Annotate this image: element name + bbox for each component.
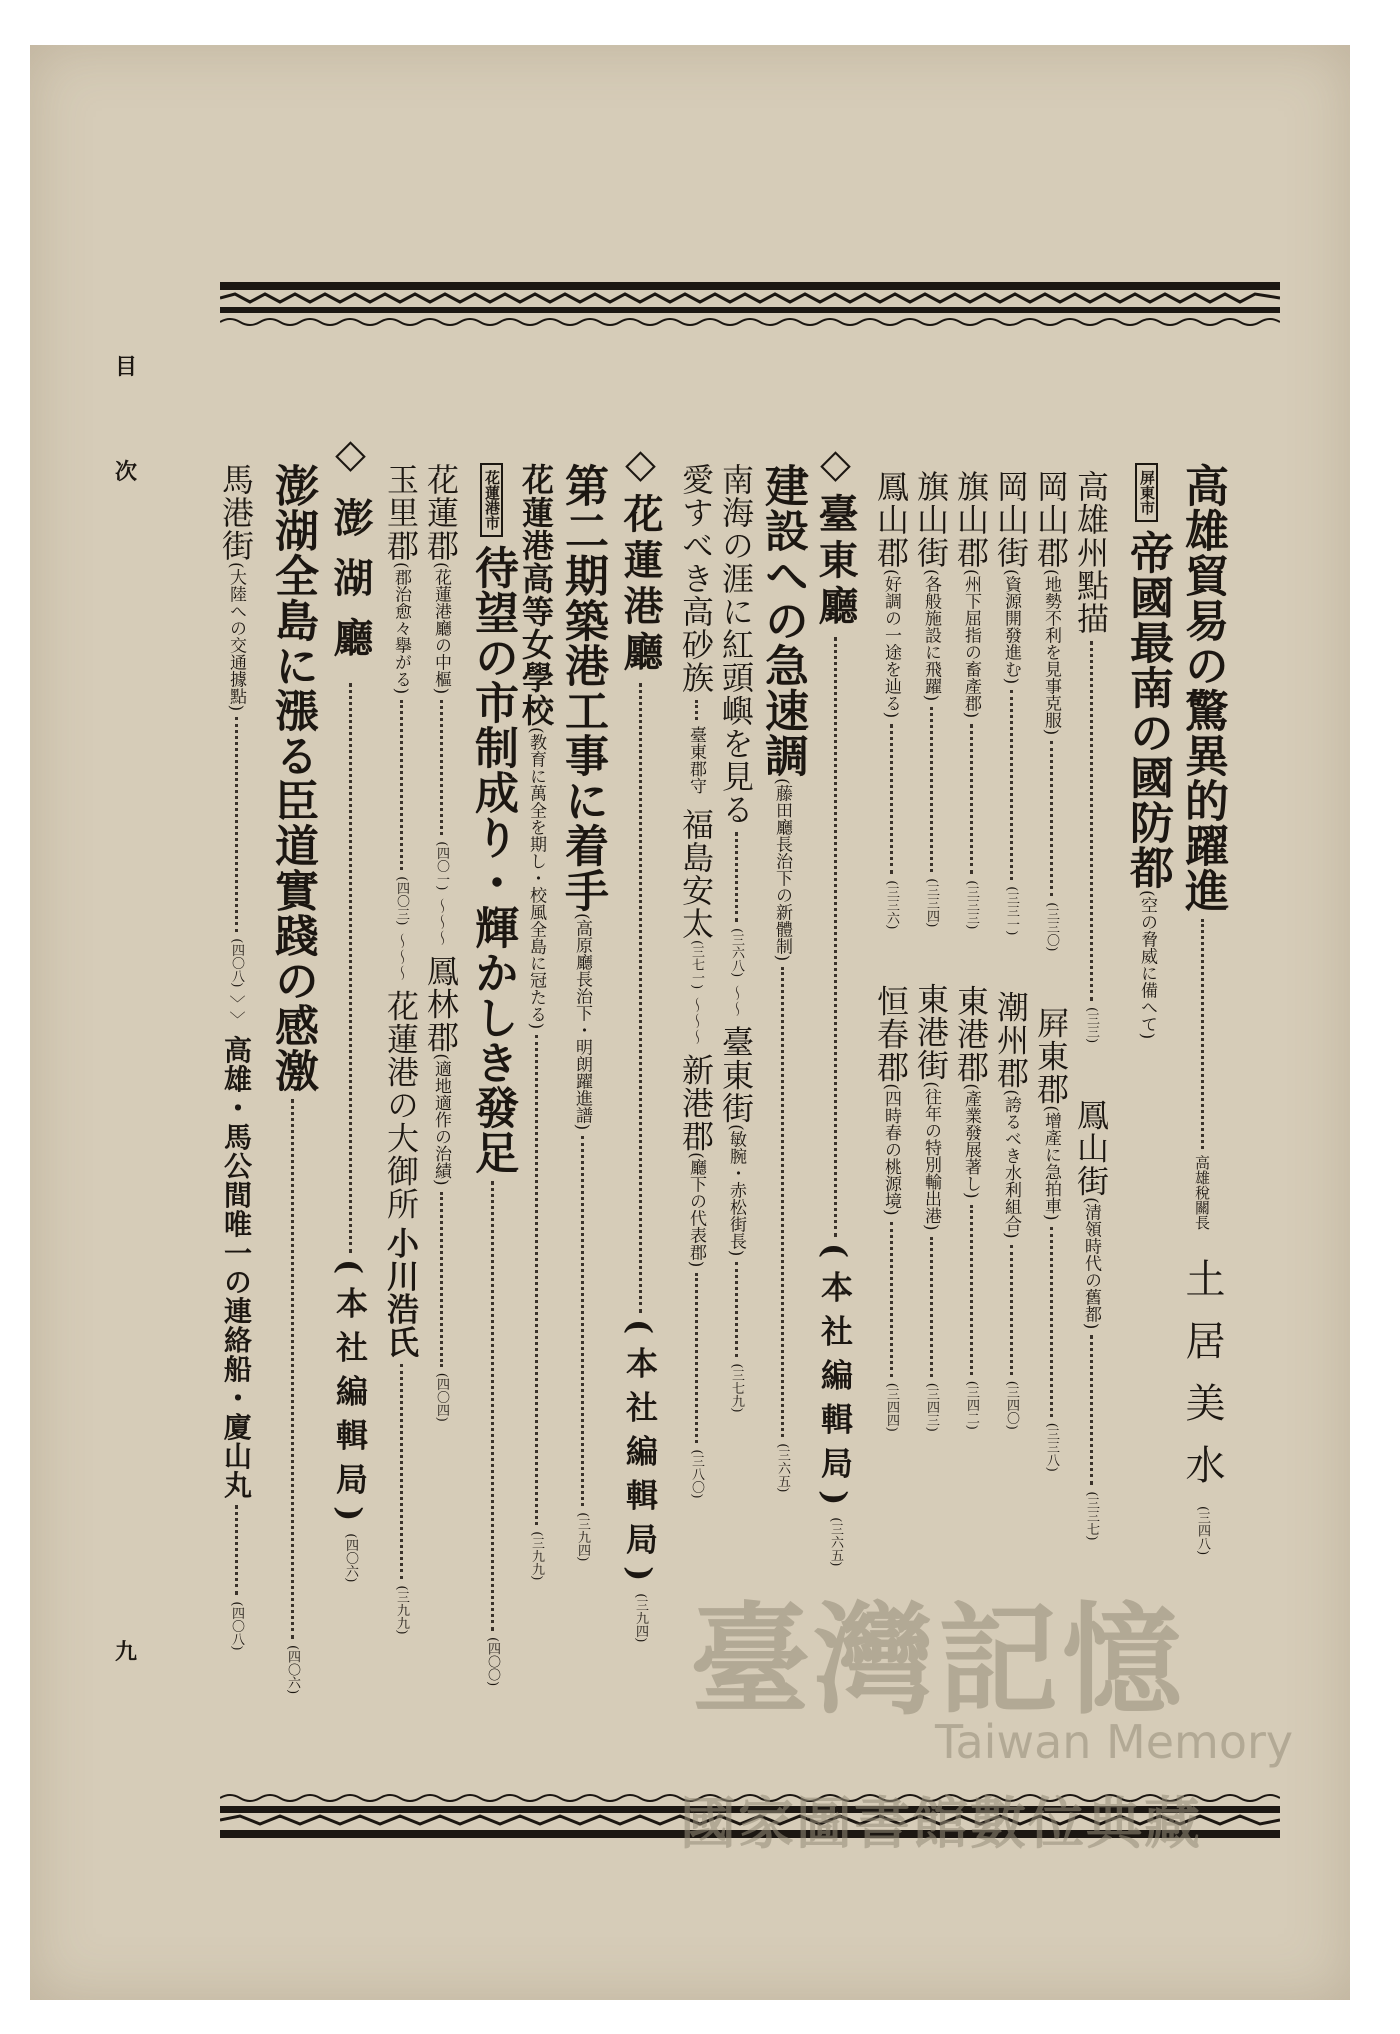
toc-entry-pair: 馬港街(大陸への交通據點)(四〇八)﹀﹀高雄・馬公間唯一の連絡船・廈山丸(四〇八) [217,463,255,1651]
watermark-calligraphy: 臺灣記憶 [690,1592,1186,1731]
toc-entry: 建設への急速調(藤田廳長治下の新體制)(三六五) [757,463,808,1493]
margin-title-bottom: 次 [115,459,138,485]
toc-entry-pair: 岡山街(資源開發進む)(三三一)潮州郡(誇るべき水利組合)(三四〇) [992,470,1030,1430]
page-number: 九 [115,1639,138,1665]
section-box-label: 屏東市 [1135,463,1158,522]
toc-entry-pair: 花蓮郡(花蓮港廳の中樞)(四〇一)～～～鳳林郡(適地適作の治績)(四〇四) [422,463,460,1422]
toc-entry: 花蓮港市待望の市制成り・輝かしき發足(四〇〇) [470,463,514,1686]
toc-entry-pair: 鳳山郡(好調の一途を辿る)(三三六)恒春郡(四時春の桃源境)(三四四) [872,470,910,1432]
toc-entry-pair: 旗山街(各般施設に飛躍)(三三四)東港街(往年の特別輸出港)(三四三) [912,470,950,1432]
section-box-label: 花蓮港市 [480,463,503,537]
toc-entry: 花蓮港高等女學校(教育に萬全を期し・校風全島に冠たる)(三九九) [517,463,555,1581]
toc-entry: 高雄貿易の驚異的躍進高雄稅關長土居美水(三四八) [1177,463,1228,1556]
toc-entry-pair: 愛すべき高砂族臺東郡守福島安太(三七一)～～～新港郡(廳下の代表郡)(三八〇) [677,463,715,1499]
toc-entry: 第二期築港工事に着手(高原廳長治下・明朗躍進譜)(三九四) [557,463,608,1562]
top-decorative-border [220,280,1280,332]
bottom-decorative-border [220,1788,1280,1840]
toc-entry-pair: 高雄州點描(三三)鳳山街(清領時代の舊都)(三三七) [1072,470,1110,1541]
library-watermark [670,1565,1310,1895]
toc-entry-pair: 玉里郡(郡治愈々擧がる)(四〇三)～～～花蓮港の大御所小川浩氏(三九九) [382,463,420,1635]
toc-entry: 屏東市帝國最南の國防都(空の脅威に備へて) [1125,463,1169,1039]
watermark-english: Taiwan Memory [935,1715,1294,1769]
toc-entry: 澎湖全島に漲る臣道實踐の感激(四〇六) [267,463,318,1695]
toc-entry-pair: 岡山郡(地勢不利を見事克服)(三三〇)屛東郡(增產に急拍車)(三三八) [1032,470,1070,1472]
toc-section-heading: ◇臺東廳(本社編輯局)(三六五) [812,440,859,1567]
toc-section-heading: ◇花蓮港廳(本社編輯局)(三九四) [617,440,664,1643]
document-page [30,45,1350,2000]
toc-entry-pair: 南海の涯に紅頭嶼を見る(三六八)～～臺東街(敏腕・赤松街長)(三七九) [717,463,755,1413]
toc-section-heading: ◇澎湖廳(本社編輯局)(四〇六) [327,430,374,1583]
margin-title-top: 目 [115,354,138,380]
toc-entry-pair: 旗山郡(州下屈指の畜產郡)(三三三)東港郡(產業發展著し)(三四二) [952,470,990,1430]
watermark-subtitle: 國家圖書館數位典藏 [680,1792,1202,1857]
